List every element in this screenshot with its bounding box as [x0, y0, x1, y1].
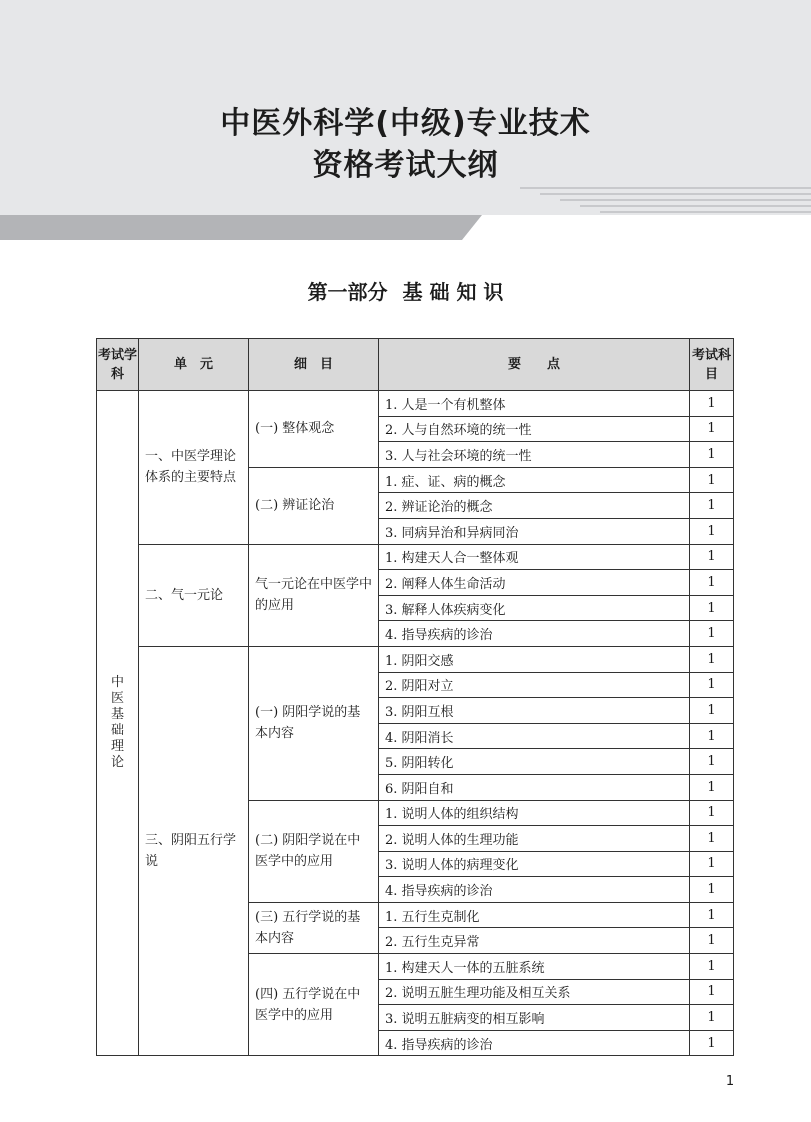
exam-cell: 1: [690, 621, 734, 647]
section-title: [0, 276, 811, 305]
item-cell: (一) 整体观念: [249, 391, 379, 468]
point-cell: 3. 同病异治和异病同治: [379, 518, 690, 544]
exam-cell: 1: [690, 391, 734, 417]
point-cell: 2. 阐释人体生命活动: [379, 570, 690, 596]
exam-cell: 1: [690, 877, 734, 903]
point-cell: 4. 指导疾病的诊治: [379, 877, 690, 903]
item-cell: (二) 阴阳学说在中医学中的应用: [249, 800, 379, 902]
item-cell: 气一元论在中医学中的应用: [249, 544, 379, 646]
exam-cell: 1: [690, 979, 734, 1005]
point-cell: 1. 构建天人合一整体观: [379, 544, 690, 570]
point-cell: 2. 阴阳对立: [379, 672, 690, 698]
point-cell: 2. 五行生克异常: [379, 928, 690, 954]
point-cell: 1. 五行生克制化: [379, 902, 690, 928]
exam-cell: 1: [690, 518, 734, 544]
header-divider-strip: [0, 215, 811, 240]
exam-cell: 1: [690, 774, 734, 800]
header-exam: 考试科目: [690, 339, 734, 391]
point-cell: 3. 阴阳互根: [379, 698, 690, 724]
exam-cell: 1: [690, 595, 734, 621]
section-name: 基 础 知 识: [402, 280, 504, 304]
exam-cell: 1: [690, 723, 734, 749]
exam-cell: 1: [690, 1030, 734, 1056]
point-cell: 3. 解释人体疾病变化: [379, 595, 690, 621]
point-cell: 1. 人是一个有机整体: [379, 391, 690, 417]
syllabus-table: [96, 338, 734, 1056]
exam-cell: 1: [690, 544, 734, 570]
exam-cell: 1: [690, 851, 734, 877]
unit-cell: 一、中医学理论体系的主要特点: [139, 391, 249, 545]
document-title-line1: 中医外科学(中级)专业技术: [220, 106, 591, 141]
header-unit: 单 元: [139, 339, 249, 391]
point-cell: 4. 阴阳消长: [379, 723, 690, 749]
subject-char: 医: [110, 691, 124, 707]
exam-cell: 1: [690, 493, 734, 519]
point-cell: 2. 说明人体的生理功能: [379, 826, 690, 852]
unit-cell: 二、气一元论: [139, 544, 249, 646]
point-cell: 1. 说明人体的组织结构: [379, 800, 690, 826]
subject-char: 基: [110, 707, 124, 723]
item-cell: (三) 五行学说的基本内容: [249, 902, 379, 953]
point-cell: 3. 说明五脏病变的相互影响: [379, 1005, 690, 1031]
point-cell: 4. 指导疾病的诊治: [379, 621, 690, 647]
subject-char: 论: [110, 755, 124, 771]
point-cell: 3. 说明人体的病理变化: [379, 851, 690, 877]
table-header-row: [97, 339, 734, 391]
exam-cell: 1: [690, 826, 734, 852]
exam-cell: 1: [690, 800, 734, 826]
exam-cell: 1: [690, 467, 734, 493]
subject-cell: [97, 391, 139, 1056]
header-point: 要 点: [379, 339, 690, 391]
point-cell: 5. 阴阳转化: [379, 749, 690, 775]
table-row: [97, 544, 734, 570]
point-cell: 1. 症、证、病的概念: [379, 467, 690, 493]
item-cell: (四) 五行学说在中医学中的应用: [249, 954, 379, 1056]
decorative-stripes: [520, 187, 811, 215]
document-title-line2: 资格考试大纲: [312, 148, 499, 183]
exam-cell: 1: [690, 672, 734, 698]
item-cell: (二) 辨证论治: [249, 467, 379, 544]
subject-char: 础: [110, 723, 124, 739]
point-cell: 4. 指导疾病的诊治: [379, 1030, 690, 1056]
table-row: [97, 646, 734, 672]
unit-cell: 三、阴阳五行学说: [139, 646, 249, 1056]
subject-char: 中: [110, 675, 124, 691]
exam-cell: 1: [690, 749, 734, 775]
header-subject: 考试学科: [97, 339, 139, 391]
point-cell: 3. 人与社会环境的统一性: [379, 442, 690, 468]
point-cell: 6. 阴阳自和: [379, 774, 690, 800]
item-cell: (一) 阴阳学说的基本内容: [249, 646, 379, 800]
section-part-label: 第一部分: [307, 280, 388, 304]
point-cell: 2. 辨证论治的概念: [379, 493, 690, 519]
exam-cell: 1: [690, 442, 734, 468]
exam-cell: 1: [690, 1005, 734, 1031]
exam-cell: 1: [690, 416, 734, 442]
point-cell: 1. 构建天人一体的五脏系统: [379, 954, 690, 980]
exam-cell: 1: [690, 928, 734, 954]
exam-cell: 1: [690, 698, 734, 724]
point-cell: 2. 人与自然环境的统一性: [379, 416, 690, 442]
page-number: 1: [725, 1074, 735, 1089]
header-item: 细 目: [249, 339, 379, 391]
point-cell: 1. 阴阳交感: [379, 646, 690, 672]
exam-cell: 1: [690, 570, 734, 596]
exam-cell: 1: [690, 646, 734, 672]
subject-char: 理: [110, 739, 124, 755]
exam-cell: 1: [690, 902, 734, 928]
table-row: [97, 391, 734, 417]
exam-cell: 1: [690, 954, 734, 980]
point-cell: 2. 说明五脏生理功能及相互关系: [379, 979, 690, 1005]
